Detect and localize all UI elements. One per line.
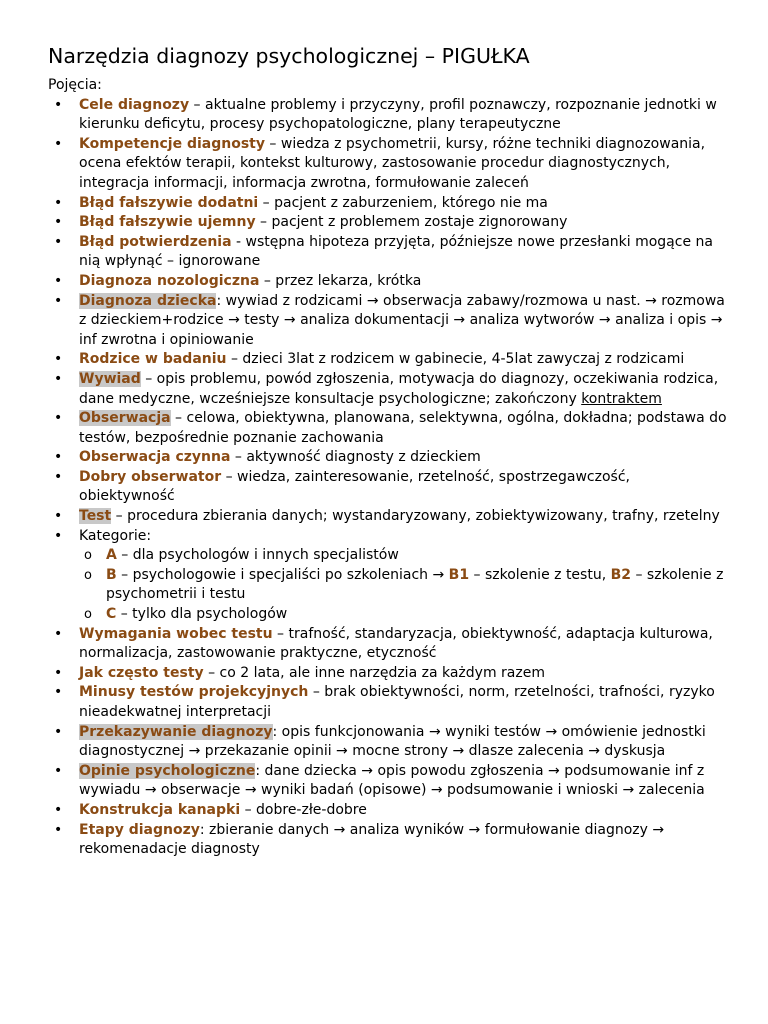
list-item: [48, 96, 728, 135]
term: Rodzice w badaniu: [79, 351, 227, 368]
definition: : zbieranie danych → analiza wyników → formułowanie diagnozy → rekomenadacje diagnosty: [79, 821, 665, 858]
category-symbol-b2: B2: [610, 566, 632, 583]
underlined-word: kontraktem: [581, 390, 662, 407]
category-text: – psychologowie i specjaliści po szkoleniach →: [116, 566, 449, 583]
category-symbol: A: [106, 547, 117, 564]
definition: – wiedza, zainteresowanie, rzetelność, spostrzegawczość, obiektywność: [79, 468, 630, 505]
definition: – aktualne problemy i przyczyny, profil poznawczy, rozpoznanie jednotki w kierunku deficytu, procesy psychopatologiczne, plany terapeutyczne: [79, 96, 717, 133]
list-item: [48, 135, 728, 194]
category-list: [79, 546, 728, 624]
list-item: [48, 213, 728, 233]
list-item: [48, 723, 728, 762]
term-highlighted: Test: [79, 508, 112, 525]
list-item: [48, 272, 728, 292]
category-item: [79, 546, 728, 566]
category-symbol: B: [106, 566, 117, 583]
definition: – przez lekarza, krótka: [259, 272, 422, 289]
list-item: [48, 801, 728, 821]
term: Jak często testy: [79, 664, 204, 681]
category-item: [79, 566, 728, 605]
categories-label: Kategorie:: [79, 527, 152, 544]
term-highlighted: Przekazywanie diagnozy: [79, 723, 273, 740]
list-item: [48, 683, 728, 722]
definition: : dane dziecka → opis powodu zgłoszenia → podsumowanie inf z wywiadu → obserwacje → wyniki badań (opisowe) → podsumowanie i wnioski → zalecenia: [79, 762, 705, 799]
list-item: [48, 821, 728, 860]
term: Diagnoza nozologiczna: [79, 272, 260, 289]
term: Kompetencje diagnosty: [79, 135, 265, 152]
term: Błąd fałszywie ujemny: [79, 214, 256, 231]
definition: – pacjent z zaburzeniem, którego nie ma: [258, 194, 548, 211]
definition: - wstępna hipoteza przyjęta, późniejsze nowe przesłanki mogące na nią wpłynąć – ignorowane: [79, 233, 713, 270]
definition: – wiedza z psychometrii, kursy, różne techniki diagnozowania, ocena efektów terapii, kontekst kulturowy, zastosowanie procedur diagnostycznych, integracja informacji, informacja zwrotna, formułowanie zaleceń: [79, 135, 706, 191]
category-text: – szkolenie z testu,: [469, 566, 611, 583]
definition: – procedura zbierania danych; wystandaryzowany, zobiektywizowany, trafny, rzetelny: [111, 508, 720, 525]
category-text: – dla psychologów i innych specjalistów: [116, 547, 399, 564]
definition: – trafność, standaryzacja, obiektywność, adaptacja kulturowa, normalizacja, zastowowanie praktyczne, etyczność: [79, 625, 713, 662]
list-item: [48, 194, 728, 214]
definition: : opis funkcjonowania → wyniki testów → omówienie jednostki diagnostycznej → przekazanie opinii → mocne strony → dlasze zalecenia → dyskusja: [79, 723, 706, 760]
list-item: [48, 468, 728, 507]
term-highlighted: Wywiad: [79, 370, 141, 387]
category-text: – tylko dla psychologów: [116, 606, 288, 623]
category-item: [79, 605, 728, 625]
intro-label: Pojęcia:: [48, 77, 102, 93]
term: Błąd potwierdzenia: [79, 233, 232, 250]
definition: – aktywność diagnosty z dzieckiem: [230, 449, 481, 466]
concept-list: [48, 96, 728, 860]
category-text: – szkolenie z psychometrii i testu: [106, 566, 724, 603]
definition: – dzieci 3lat z rodzicem w gabinecie, 4-5lat zawyczaj z rodzicami: [226, 351, 685, 368]
term: Minusy testów projekcyjnych: [79, 684, 309, 701]
term: Wymagania wobec testu: [79, 625, 273, 642]
term: Obserwacja czynna: [79, 449, 231, 466]
document-title: Narzędzia diagnozy psychologicznej – PIGUŁKA: [48, 44, 530, 68]
list-item: [48, 370, 728, 409]
list-item: [48, 292, 728, 351]
definition: – pacjent z problemem zostaje zignorowany: [255, 214, 568, 231]
list-item: [48, 762, 728, 801]
list-item: [48, 350, 728, 370]
list-item: [48, 625, 728, 664]
list-item: [48, 507, 728, 527]
term-highlighted: Opinie psychologiczne: [79, 762, 256, 779]
term: Cele diagnozy: [79, 96, 190, 113]
definition: – opis problemu, powód zgłoszenia, motywacja do diagnozy, oczekiwania rodzica, dane medyczne, wcześniejsze konsultacje psychologiczne; zakończony: [79, 370, 719, 407]
term: Błąd fałszywie dodatni: [79, 194, 259, 211]
category-symbol-b1: B1: [448, 566, 470, 583]
list-item: [48, 409, 728, 448]
definition: – brak obiektywności, norm, rzetelności, trafności, ryzyko nieadekwatnej interpretacji: [79, 684, 715, 720]
category-symbol: C: [106, 606, 117, 623]
term: Konstrukcja kanapki: [79, 801, 241, 818]
definition: : wywiad z rodzicami → obserwacja zabawy/rozmowa u nast. → rozmowa z dzieckiem+rodzice → testy → analiza dokumentacji → analiza wytworów → analiza i opis → inf zwrotna i opiniowanie: [79, 292, 725, 348]
list-item: [48, 448, 728, 468]
term: Etapy diagnozy: [79, 821, 200, 838]
definition: – dobre-złe-dobre: [240, 801, 367, 818]
term: Dobry obserwator: [79, 468, 222, 485]
list-item: [48, 233, 728, 272]
list-item-categories: [48, 527, 728, 625]
definition: – celowa, obiektywna, planowana, selektywna, ogólna, dokładna; podstawa do testów, bezpośrednie poznanie zachowania: [79, 410, 727, 446]
list-item: [48, 664, 728, 684]
term-highlighted: Obserwacja: [79, 410, 171, 427]
term-highlighted: Diagnoza dziecka: [79, 292, 217, 309]
definition: – co 2 lata, ale inne narzędzia za każdym razem: [203, 664, 545, 681]
